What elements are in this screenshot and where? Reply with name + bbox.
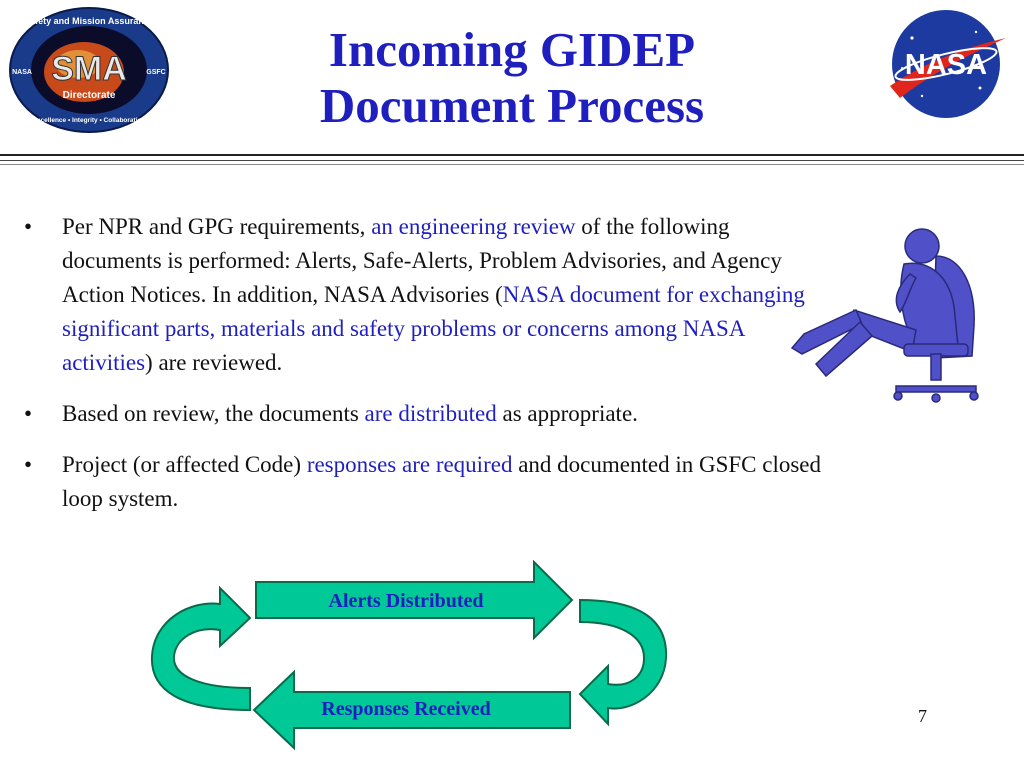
page-number: 7 bbox=[918, 706, 927, 726]
sma-logo-left-text: NASA bbox=[12, 69, 32, 76]
thinking-man-in-chair-icon bbox=[786, 226, 986, 406]
slide-title bbox=[190, 22, 834, 134]
process-cycle-diagram bbox=[150, 560, 670, 752]
bullet-list bbox=[24, 210, 824, 533]
sma-directorate-logo bbox=[8, 6, 170, 134]
slide-title-line1: Incoming GIDEP bbox=[328, 22, 696, 77]
responses-received-label: Responses Received bbox=[321, 698, 491, 720]
sma-logo-top-text: Safety and Mission Assurance bbox=[24, 16, 154, 26]
sma-logo-bottom-text: Excellence • Integrity • Collaboration bbox=[32, 117, 146, 124]
bullet-text: Project (or affected Code) bbox=[62, 452, 307, 477]
bullet-highlight: NASA document for exchanging significant parts, materials and safety problems or concerns among NASA activities bbox=[62, 282, 805, 375]
bullet-text: Per NPR and GPG requirements, bbox=[62, 214, 372, 239]
nasa-logo-text: NASA bbox=[904, 49, 988, 81]
bullet-highlight: an engineering review bbox=[371, 214, 576, 239]
bullet-item bbox=[24, 210, 824, 380]
header-divider-mid bbox=[0, 160, 1024, 161]
left-curved-arrow bbox=[152, 588, 250, 710]
header-divider-thin bbox=[0, 164, 1024, 165]
bullet-highlight: are distributed bbox=[364, 401, 497, 426]
sma-logo-sub-text: Directorate bbox=[62, 90, 116, 101]
bullet-text: Based on review, the documents bbox=[62, 401, 365, 426]
right-curved-arrow bbox=[580, 600, 666, 724]
header-divider-thick bbox=[0, 154, 1024, 156]
bullet-dot: • bbox=[23, 401, 33, 426]
bullet-highlight: responses are required bbox=[306, 452, 513, 477]
bullet-dot: • bbox=[23, 452, 33, 477]
bullet-text: and documented in GSFC closed loop system. bbox=[62, 452, 821, 511]
bullet-text: ) are reviewed. bbox=[145, 350, 283, 375]
nasa-meatball-logo bbox=[882, 8, 1010, 120]
bullet-text: as appropriate. bbox=[496, 401, 638, 426]
alerts-distributed-label: Alerts Distributed bbox=[328, 590, 484, 612]
bullet-text: of the following documents is performed: Alerts, Safe-Alerts, Problem Advisories, and Agency Action Notices. In addition, NASA Advisories ( bbox=[62, 214, 782, 307]
sma-logo-right-text: GSFC bbox=[146, 69, 166, 76]
bullet-dot: • bbox=[23, 214, 33, 239]
sma-logo-main-text: SMA bbox=[51, 50, 127, 88]
bullet-item bbox=[24, 397, 824, 431]
slide-title-line2: Document Process bbox=[319, 78, 705, 133]
bullet-item bbox=[24, 448, 824, 516]
